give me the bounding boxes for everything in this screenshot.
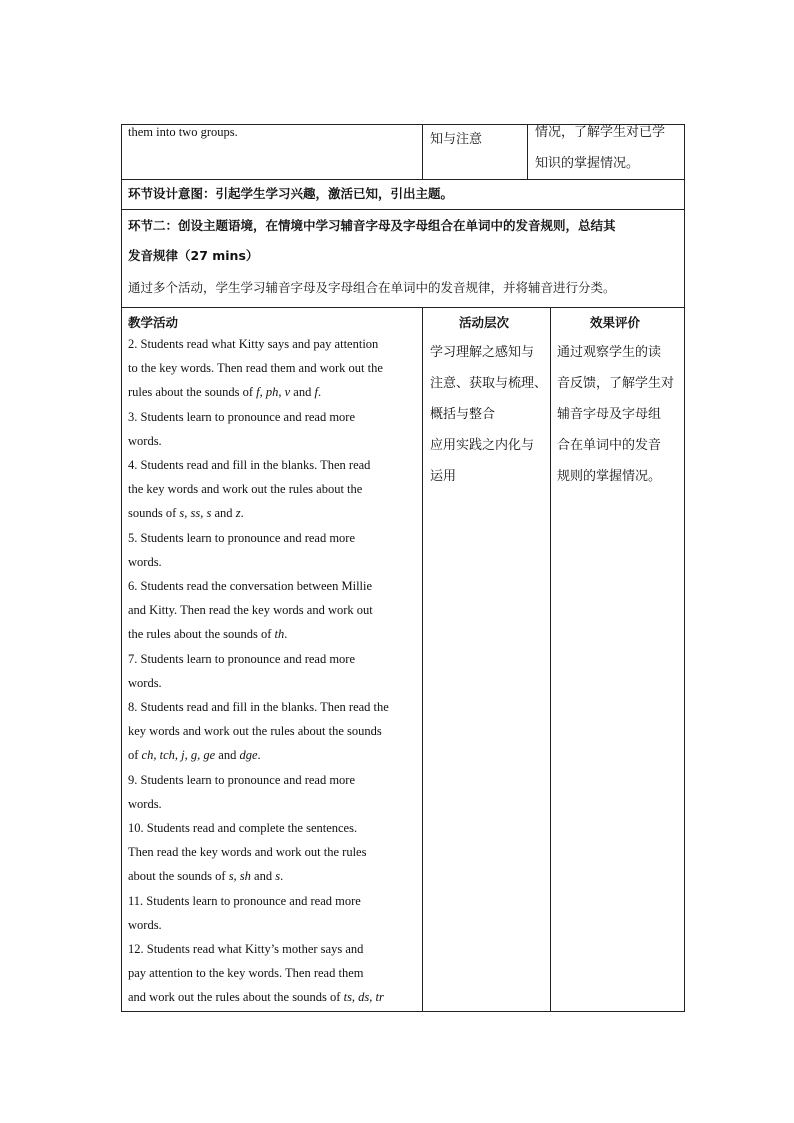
activity-text: about the sounds of (128, 869, 229, 884)
activities-list (128, 332, 420, 1010)
stage2-title: 环节二：创设主题语境，在情境中学习辅音字母及字母组合在单词中的发音规则，总结其 (128, 218, 616, 233)
evaluation-line: 辅音字母及字母组 (557, 407, 662, 422)
activity-line: 6. Students read the conversation between Millie (128, 579, 373, 594)
activity-text: . (240, 506, 244, 521)
activity-line: 3. Students learn to pronounce and read more (128, 409, 356, 424)
activity-line (128, 622, 420, 646)
level-line: 概括与整合 (430, 407, 496, 422)
row1-activity-cell (128, 120, 418, 144)
activity-line: words. (128, 554, 162, 569)
level-line: 运用 (430, 469, 457, 484)
row1-evaluation-cell (535, 117, 683, 179)
activity-line (128, 864, 420, 888)
activity-item-3 (128, 405, 420, 453)
activity-line: 9. Students learn to pronounce and read more (128, 772, 356, 787)
sound-letters: dge (239, 748, 258, 763)
activity-item-5 (128, 526, 420, 574)
activity-line: words. (128, 433, 162, 448)
activity-item-8 (128, 695, 420, 768)
activity-line: Then read the key words and work out the rules (128, 845, 367, 860)
row1-activity-text: them into two groups. (128, 125, 238, 139)
activity-line: 8. Students read and fill in the blanks. Then read the (128, 700, 389, 715)
row1-level-text: 知与注意 (430, 132, 483, 147)
activity-text: the rules about the sounds of (128, 627, 275, 642)
sound-letters: f, ph, v (256, 385, 291, 400)
activity-line (128, 501, 420, 525)
header-evaluation: 效果评价 (590, 315, 641, 330)
evaluation-cell (557, 337, 683, 492)
level-line: 应用实践之内化与 (430, 438, 535, 453)
sound-letters: ts, ds, tr (343, 990, 384, 1005)
activity-text: of (128, 748, 142, 763)
activity-text: . (284, 627, 288, 642)
row1-evaluation-line: 知识的掌握情况。 (535, 156, 640, 171)
sound-letters: z (235, 506, 241, 521)
activity-line: words. (128, 675, 162, 690)
stage2-cell (128, 211, 683, 305)
activity-line: the key words and work out the rules about the (128, 482, 363, 497)
header-activity: 教学活动 (128, 315, 179, 330)
activity-line: 5. Students learn to pronounce and read more (128, 530, 356, 545)
sound-letters: s (275, 869, 281, 884)
activity-item-12 (128, 937, 420, 1010)
activity-item-9 (128, 768, 420, 816)
stage2-summary: 通过多个活动，学生学习辅音字母及字母组合在单词中的发音规律，并将辅音进行分类。 (128, 280, 616, 295)
activity-line: words. (128, 796, 162, 811)
activity-text: and (290, 385, 315, 400)
activity-text: . (257, 748, 261, 763)
evaluation-line: 通过观察学生的读 (557, 345, 662, 360)
activity-line: 4. Students read and fill in the blanks. Then read (128, 458, 371, 473)
activity-item-11 (128, 889, 420, 937)
activity-text: . (317, 385, 322, 400)
activity-line (128, 743, 420, 767)
activity-line: pay attention to the key words. Then read them (128, 966, 364, 981)
sound-letters: s, ss, s (179, 506, 212, 521)
row-divider (121, 307, 685, 308)
activity-line: and Kitty. Then read the key words and work out (128, 603, 373, 618)
activity-item-4 (128, 453, 420, 526)
activity-line: to the key words. Then read them and work out the (128, 361, 383, 376)
level-line: 注意、获取与梳理、 (430, 376, 548, 391)
activity-line: 10. Students read and complete the sentences. (128, 821, 358, 836)
activity-line (128, 380, 420, 404)
activity-text: and work out the rules about the sounds of (128, 990, 344, 1005)
activity-text: sounds of (128, 506, 180, 521)
activity-line: key words and work out the rules about the sounds (128, 724, 382, 739)
row1-evaluation-line: 情况，了解学生对已学 (535, 125, 666, 140)
row1-level-cell (430, 124, 524, 155)
sound-letters: th (274, 627, 285, 642)
sound-letters: s, sh (228, 869, 251, 884)
level-line: 学习理解之感知与 (430, 345, 535, 360)
header-level: 活动层次 (459, 315, 510, 330)
evaluation-line: 规则的掌握情况。 (557, 469, 662, 484)
row-divider (121, 209, 685, 210)
design-intent-cell (128, 179, 683, 209)
evaluation-line: 合在单词中的发音 (557, 438, 662, 453)
stage2-title-cont: 发音规律（27 mins） (128, 248, 259, 263)
column-divider (527, 124, 528, 179)
activity-text: and (250, 869, 276, 884)
activity-line (128, 985, 420, 1009)
activity-text: and (215, 748, 240, 763)
evaluation-line: 音反馈，了解学生对 (557, 376, 675, 391)
column-divider (422, 124, 423, 179)
column-divider (550, 307, 551, 1012)
activity-item-6 (128, 574, 420, 647)
activity-line: words. (128, 917, 162, 932)
sound-letters: ch, tch, j, g, ge (141, 748, 216, 763)
sound-letters: f (314, 385, 318, 400)
column-divider (422, 307, 423, 1012)
activity-line: 12. Students read what Kitty’s mother says and (128, 942, 364, 957)
activity-line: 11. Students learn to pronounce and read more (128, 893, 361, 908)
activity-item-7 (128, 647, 420, 695)
activity-level-cell (430, 337, 548, 492)
design-intent-text: 环节设计意图：引起学生学习兴趣，激活已知，引出主题。 (128, 186, 454, 201)
activity-item-10 (128, 816, 420, 889)
activity-text: rules about the sounds of (128, 385, 257, 400)
activity-text: and (211, 506, 236, 521)
activity-line: 2. Students read what Kitty says and pay attention (128, 337, 379, 351)
activity-item-2 (128, 332, 420, 405)
activity-line: 7. Students learn to pronounce and read more (128, 651, 356, 666)
activity-text: . (280, 869, 284, 884)
